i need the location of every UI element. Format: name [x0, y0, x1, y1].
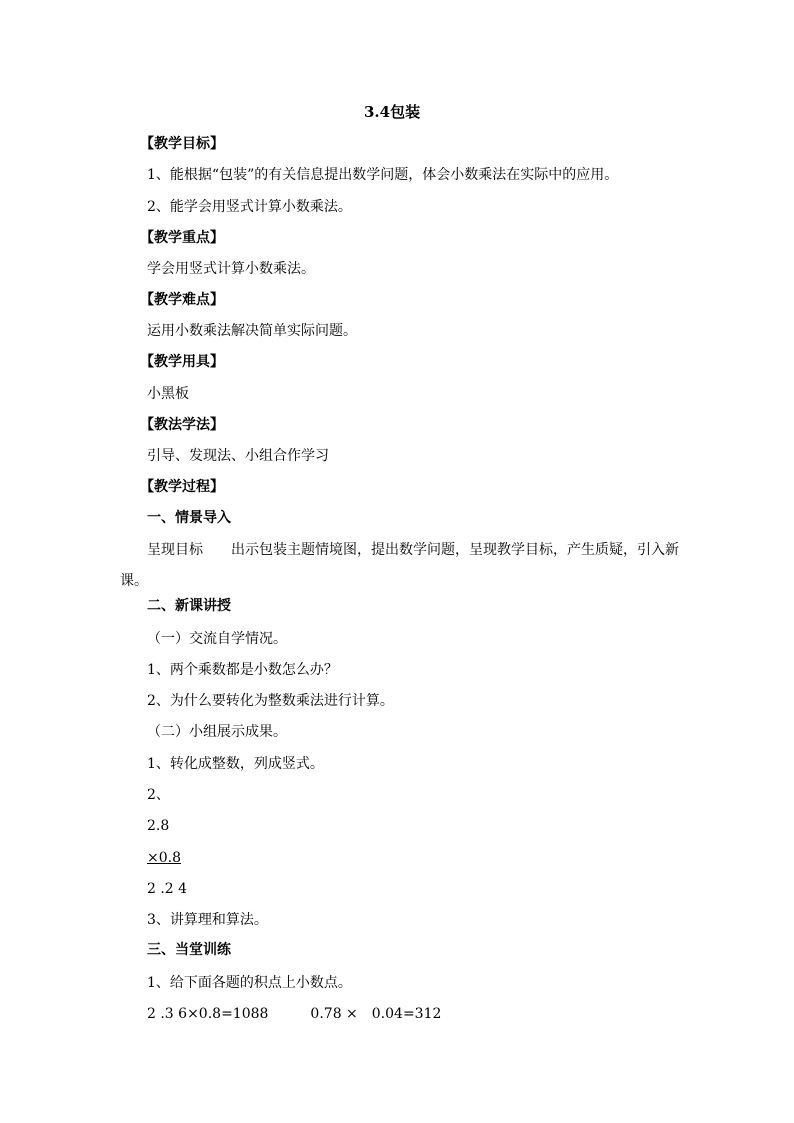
calc-operand-a: 2.8: [147, 818, 170, 834]
training-1-example: 2 .3 6×0.8=1088 0.78 × 0.04=312: [147, 1006, 442, 1022]
difficulty-heading: 【教学难点】: [140, 292, 224, 308]
goal-1: 1、能根据“包装”的有关信息提出数学问题，体会小数乘法在实际中的应用。: [147, 167, 619, 183]
step3-heading: 三、当堂训练: [147, 942, 231, 958]
calc-operand-b: ×0.8: [147, 850, 181, 866]
step1-heading: 一、情景导入: [147, 510, 231, 526]
document-title: 3.4包装: [364, 103, 421, 121]
key-heading: 【教学重点】: [140, 230, 224, 246]
method-text: 引导、发现法、小组合作学习: [147, 448, 329, 464]
result-1: 1、转化成整数，列成竖式。: [147, 756, 324, 772]
calc-result: 2 .2 4: [147, 881, 188, 897]
question-1: 1、两个乘数都是小数怎么办？: [147, 662, 338, 678]
tools-text: 小黑板: [147, 386, 189, 402]
key-text: 学会用竖式计算小数乘法。: [147, 261, 315, 277]
step1-line-1: 呈现目标 出示包装主题情境图，提出数学问题，呈现教学目标，产生质疑，引入新: [147, 542, 679, 558]
step2-heading: 二、新课讲授: [147, 598, 231, 614]
result-2: 2、: [147, 787, 170, 803]
goals-heading: 【教学目标】: [140, 136, 224, 152]
method-heading: 【教法学法】: [140, 417, 224, 433]
process-heading: 【教学过程】: [140, 479, 224, 495]
sub-heading-1: （一）交流自学情况。: [147, 631, 287, 647]
step1-line-2: 课。: [120, 573, 148, 589]
question-2: 2、为什么要转化为整数乘法进行计算。: [147, 693, 394, 709]
goal-2: 2、能学会用竖式计算小数乘法。: [147, 199, 352, 215]
tools-heading: 【教学用具】: [140, 354, 224, 370]
result-3: 3、讲算理和算法。: [147, 912, 268, 928]
sub-heading-2: （二）小组展示成果。: [147, 724, 287, 740]
training-1: 1、给下面各题的积点上小数点。: [147, 975, 352, 991]
difficulty-text: 运用小数乘法解决简单实际问题。: [147, 323, 357, 339]
